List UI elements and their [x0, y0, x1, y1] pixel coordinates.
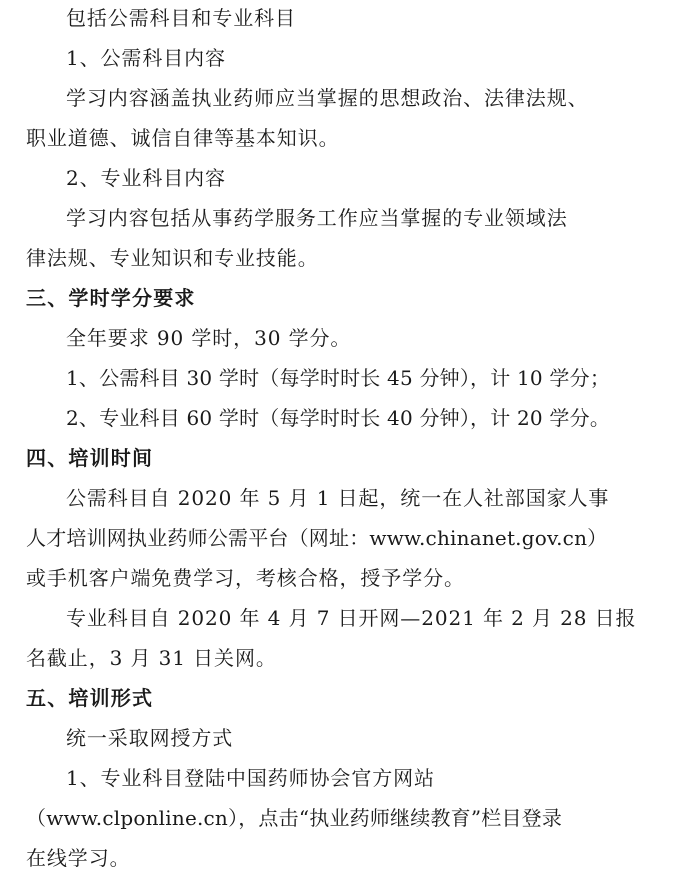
subheading-professional-subjects: 2、专业科目内容 [66, 166, 226, 190]
paragraph-annual-requirement: 全年要求 90 学时，30 学分。 [66, 326, 352, 350]
list-item-professional-site-line1: 1、专业科目登陆中国药师协会官方网站 [66, 766, 435, 790]
paragraph-professional-schedule-line2: 名截止，3 月 31 日关网。 [26, 646, 277, 670]
section-heading-training-format: 五、培训形式 [26, 686, 154, 710]
paragraph-intro: 包括公需科目和专业科目 [66, 6, 296, 30]
paragraph-professional-content-line2: 律法规、专业知识和专业技能。 [26, 246, 319, 270]
paragraph-public-content-line1: 学习内容涵盖执业药师应当掌握的思想政治、法律法规、 [66, 86, 589, 110]
paragraph-public-schedule-line3: 或手机客户端免费学习，考核合格，授予学分。 [26, 566, 465, 590]
paragraph-online-method: 统一采取网授方式 [66, 726, 234, 750]
subheading-public-subjects: 1、公需科目内容 [66, 46, 226, 70]
section-heading-training-time: 四、培训时间 [26, 446, 154, 470]
paragraph-public-content-line2: 职业道德、诚信自律等基本知识。 [26, 126, 340, 150]
paragraph-public-schedule-line2: 人才培训网执业药师公需平台（网址：www.chinanet.gov.cn） [26, 526, 608, 550]
list-item-public-hours: 1、公需科目 30 学时（每学时时长 45 分钟），计 10 学分； [66, 366, 611, 390]
section-heading-credits: 三、学时学分要求 [26, 286, 196, 310]
list-item-professional-site-line3: 在线学习。 [26, 846, 131, 870]
paragraph-professional-content-line1: 学习内容包括从事药学服务工作应当掌握的专业领域法 [66, 206, 568, 230]
list-item-professional-site-line2: （www.clponline.cn），点击“执业药师继续教育”栏目登录 [26, 806, 563, 830]
list-item-professional-hours: 2、专业科目 60 学时（每学时时长 40 分钟），计 20 学分。 [66, 406, 611, 430]
paragraph-professional-schedule-line1: 专业科目自 2020 年 4 月 7 日开网—2021 年 2 月 28 日报 [66, 606, 637, 630]
paragraph-public-schedule-line1: 公需科目自 2020 年 5 月 1 日起，统一在人社部国家人事 [66, 486, 610, 510]
